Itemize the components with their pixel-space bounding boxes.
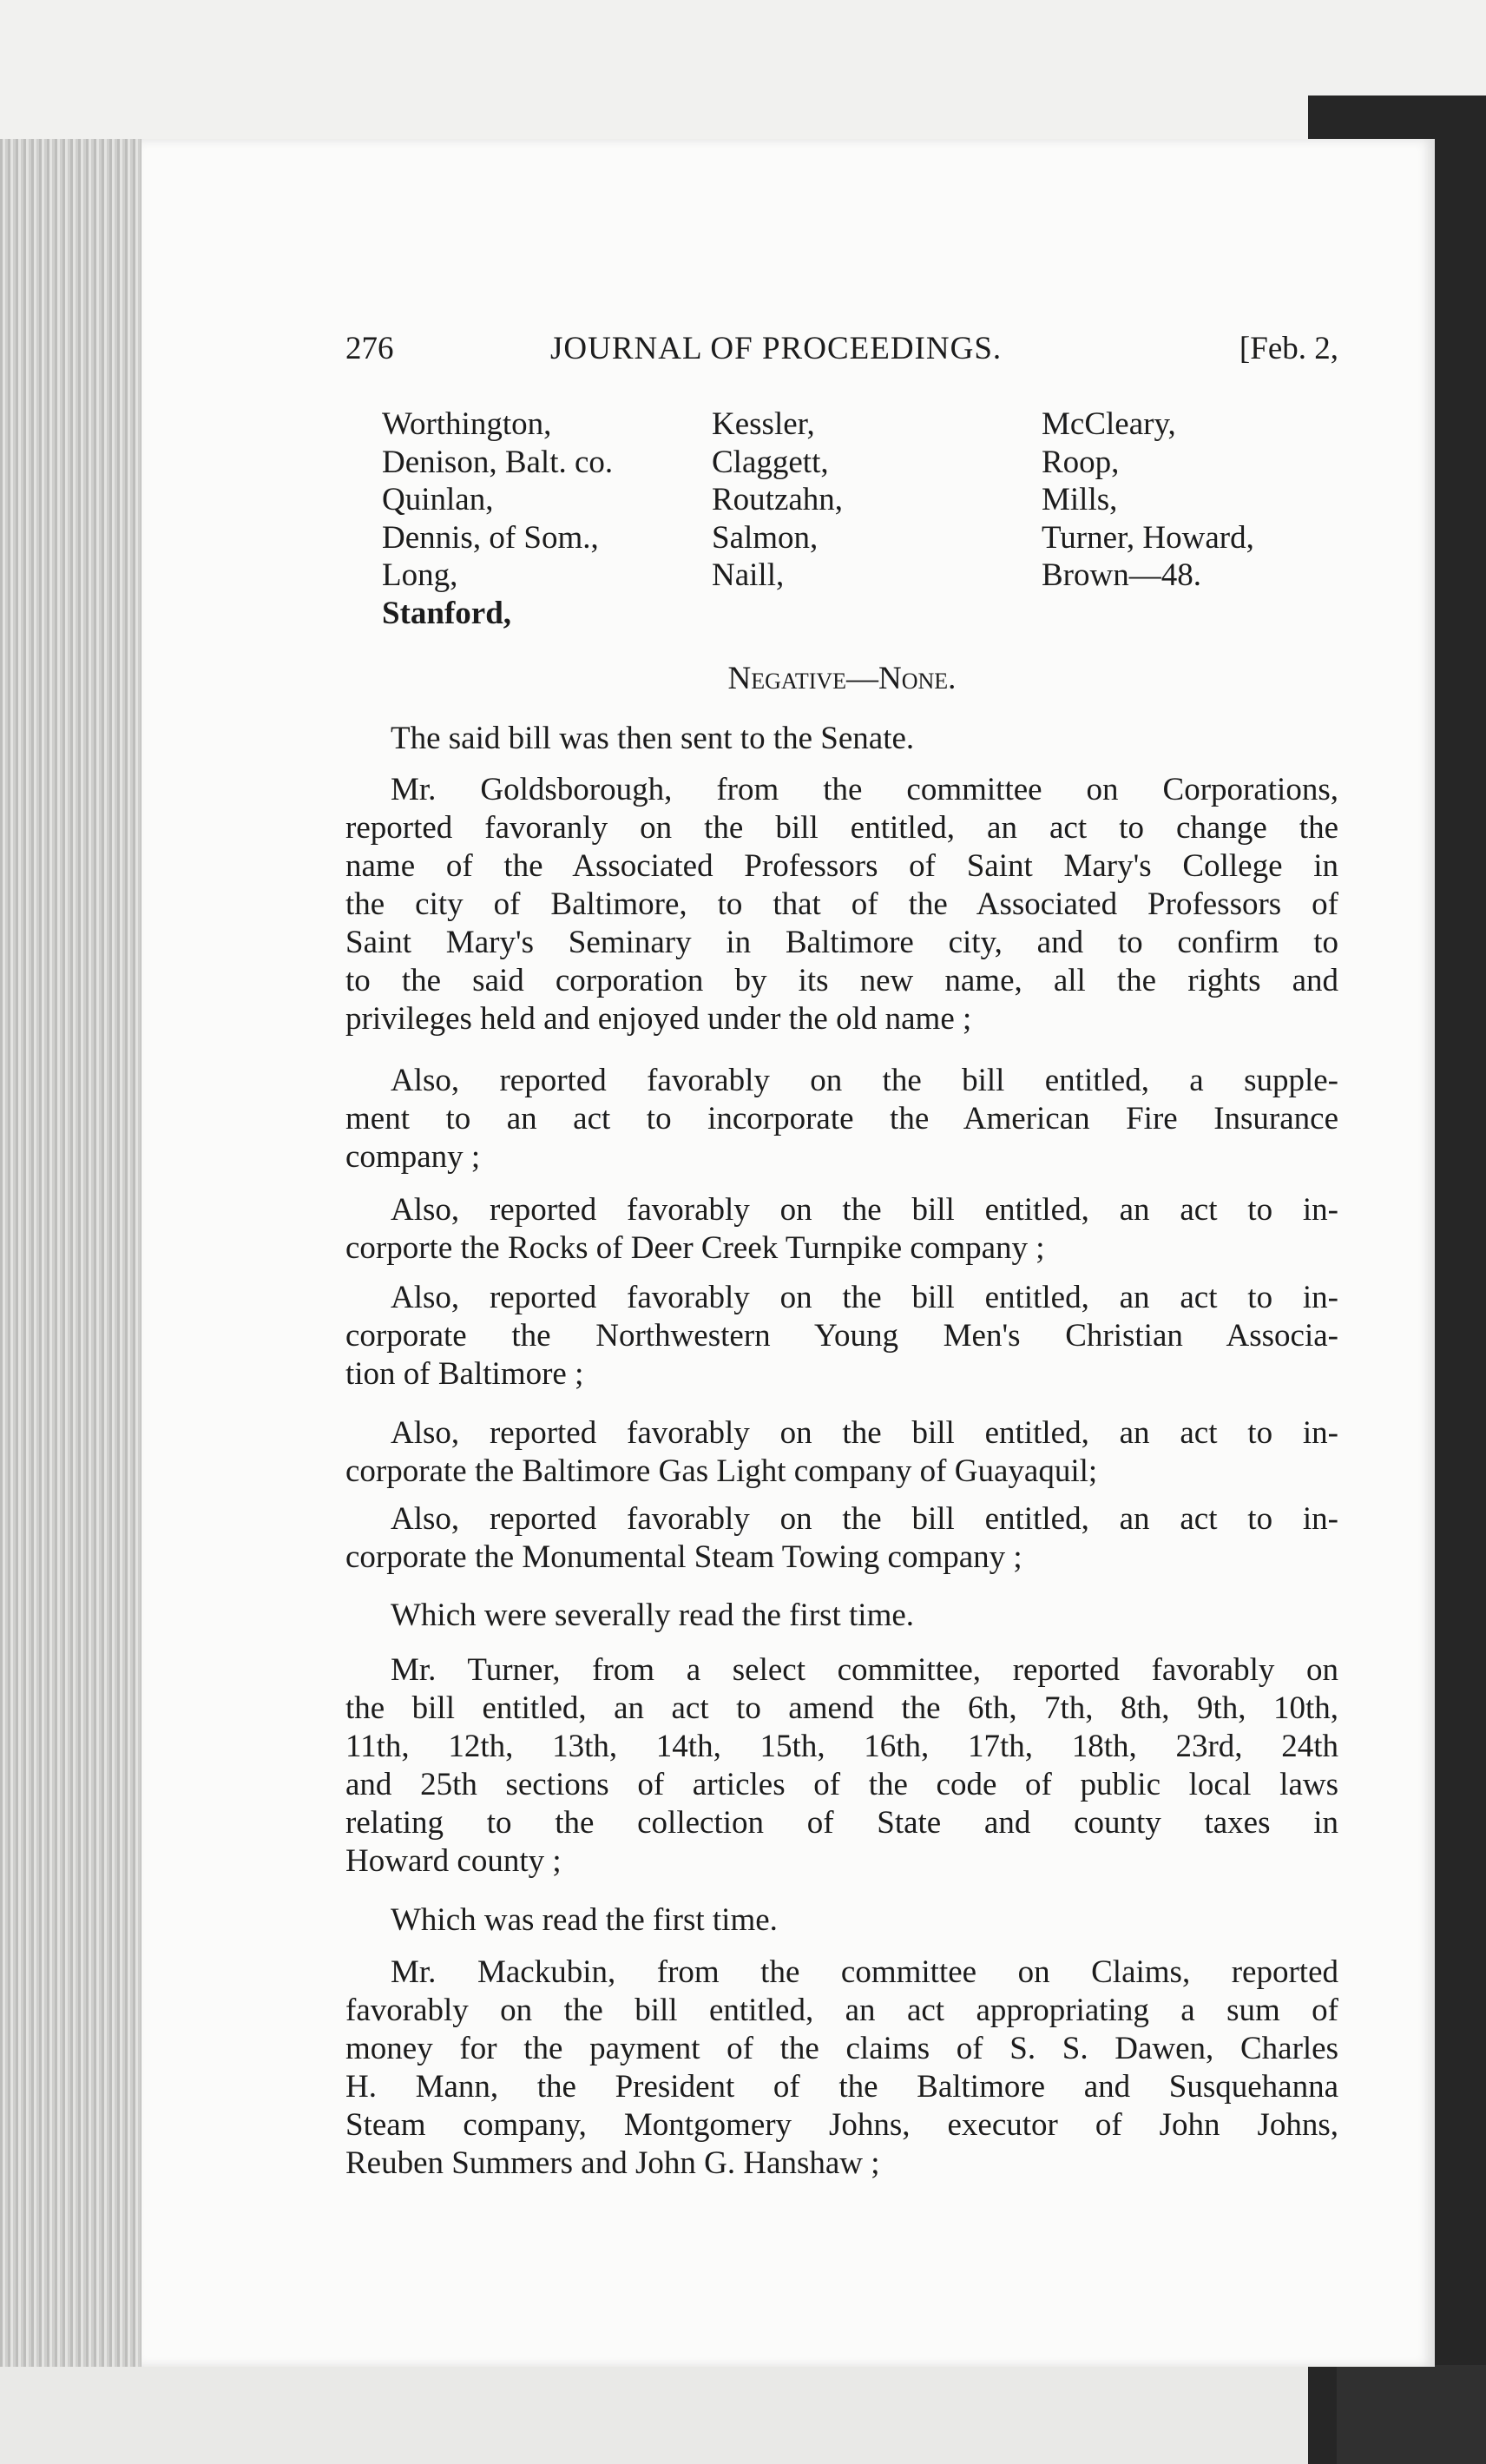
text-line: Reuben Summers and John G. Hanshaw ; <box>345 2145 880 2181</box>
member-name: Worthington, <box>382 406 552 442</box>
member-name: Turner, Howard, <box>1042 519 1254 556</box>
names-column <box>382 405 613 632</box>
background-dark-bottom <box>1337 2365 1486 2464</box>
page-stack-edges <box>0 139 143 2367</box>
text-line: Saint Mary's Seminary in Baltimore city, and to confirm to <box>345 925 1338 960</box>
page-number: 276 <box>345 331 394 366</box>
text-line: to the said corporation by its new name, all the rights and <box>345 963 1338 998</box>
member-name: Long, <box>382 557 458 593</box>
text-line: Which were severally read the first time. <box>391 1598 915 1633</box>
member-name: Salmon, <box>712 519 819 556</box>
text-line: privileges held and enjoyed under the old name ; <box>345 1001 972 1037</box>
paragraph <box>345 771 1338 1038</box>
paragraph <box>345 1279 1338 1393</box>
text-line: H. Mann, the President of the Baltimore and Susquehanna <box>345 2069 1338 2105</box>
text-line: Mr. Goldsborough, from the committee on Corporations, <box>391 772 1338 807</box>
text-line: corporate the Monumental Steam Towing company ; <box>345 1539 1022 1575</box>
text-line: relating to the collection of State and county taxes in <box>345 1805 1338 1841</box>
text-line: company ; <box>345 1139 481 1175</box>
text-line: ment to an act to incorporate the American Fire Insurance <box>345 1101 1338 1136</box>
member-name: Mills, <box>1042 482 1118 517</box>
paragraph <box>345 1901 1338 1940</box>
text-line: corporte the Rocks of Deer Creek Turnpike company ; <box>345 1230 1045 1266</box>
text-line: Also, reported favorably on the bill entitled, a supple- <box>391 1063 1338 1098</box>
text-line: Mr. Mackubin, from the committee on Claims, reported <box>391 1954 1338 1990</box>
paragraph <box>345 1414 1338 1491</box>
text-line: Also, reported favorably on the bill entitled, an act to in- <box>391 1280 1338 1315</box>
member-name: Denison, Balt. co. <box>382 444 614 480</box>
text-line: reported favoranly on the bill entitled, an act to change the <box>345 810 1338 846</box>
text-line: Howard county ; <box>345 1843 562 1879</box>
member-name: Dennis, of Som., <box>382 519 599 556</box>
paragraph <box>345 1191 1338 1268</box>
paragraph <box>345 720 1338 758</box>
member-name: Routzahn, <box>712 482 844 517</box>
member-name: Naill, <box>712 557 785 593</box>
text-line: Which was read the first time. <box>391 1902 778 1938</box>
page-title: JOURNAL OF PROCEEDINGS. <box>550 331 1003 366</box>
member-name: Roop, <box>1042 444 1120 480</box>
negative-vote: Negative—None. <box>727 661 957 696</box>
text-line: favorably on the bill entitled, an act appropriating a sum of <box>345 1993 1338 2028</box>
text-line: Mr. Turner, from a select committee, reported favorably on <box>391 1652 1338 1688</box>
text-line: corporate the Baltimore Gas Light company of Guayaquil; <box>345 1453 1098 1489</box>
text-line: Also, reported favorably on the bill entitled, an act to in- <box>391 1415 1338 1451</box>
text-line: Steam company, Montgomery Johns, executor of John Johns, <box>345 2107 1338 2143</box>
paragraph <box>345 1500 1338 1577</box>
text-line: name of the Associated Professors of Saint Mary's College in <box>345 848 1338 884</box>
member-name: Stanford, <box>382 595 512 631</box>
text-line: tion of Baltimore ; <box>345 1356 584 1392</box>
text-line: money for the payment of the claims of S. S. Dawen, Charles <box>345 2031 1338 2066</box>
paragraph <box>345 1651 1338 1881</box>
text-line: corporate the Northwestern Young Men's Christian Associa- <box>345 1318 1338 1354</box>
member-name: Claggett, <box>712 444 829 480</box>
text-line: the bill entitled, an act to amend the 6th, 7th, 8th, 9th, 10th, <box>345 1690 1338 1726</box>
paragraph <box>345 1597 1338 1635</box>
names-column <box>1042 405 1254 595</box>
text-line: 11th, 12th, 13th, 14th, 15th, 16th, 17th, 18th, 23rd, 24th <box>345 1729 1338 1764</box>
text-line: the city of Baltimore, to that of the Associated Professors of <box>345 886 1338 922</box>
member-name: Kessler, <box>712 406 815 442</box>
header-date: [Feb. 2, <box>1239 331 1338 366</box>
text-line: Also, reported favorably on the bill entitled, an act to in- <box>391 1192 1338 1228</box>
background-top <box>0 0 1486 139</box>
member-name: McCleary, <box>1042 406 1176 442</box>
member-name: Quinlan, <box>382 482 494 517</box>
names-column <box>712 405 843 595</box>
text-line: The said bill was then sent to the Senate. <box>391 721 915 756</box>
running-header <box>345 330 1338 368</box>
member-name: Brown—48. <box>1042 557 1201 593</box>
text-line: and 25th sections of articles of the code of public local laws <box>345 1767 1338 1802</box>
text-line: Also, reported favorably on the bill entitled, an act to in- <box>391 1501 1338 1537</box>
paragraph <box>345 1062 1338 1176</box>
paragraph <box>345 1953 1338 2183</box>
